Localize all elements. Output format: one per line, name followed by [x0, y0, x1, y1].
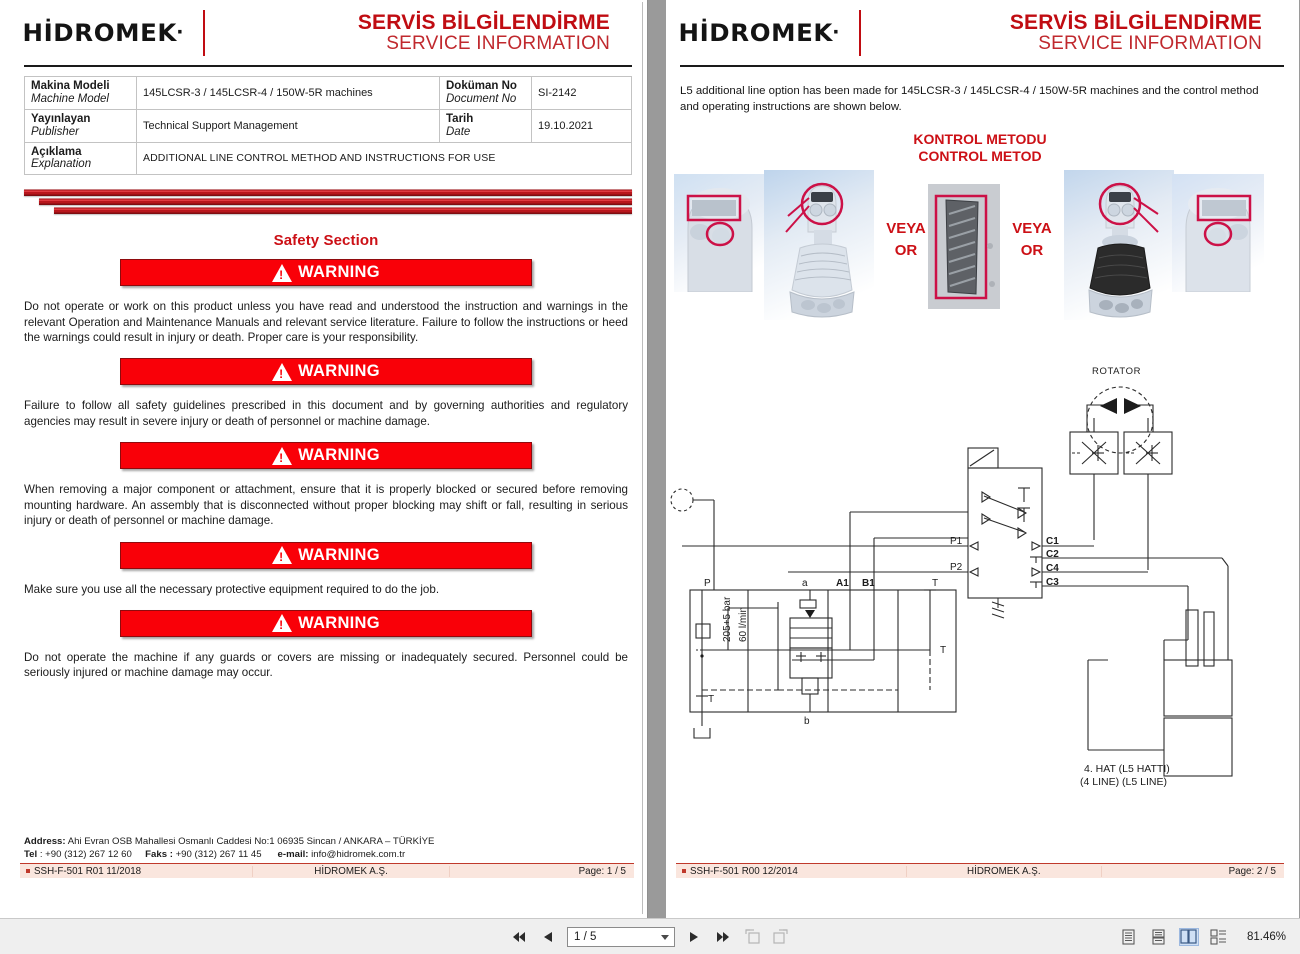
warning-triangle-icon [272, 546, 292, 564]
control-method-title [666, 131, 1294, 163]
chevron-right-icon [689, 931, 699, 943]
warning-banner-label: WARNING [298, 263, 380, 282]
document-no-label-tr: Doküman No [446, 80, 517, 92]
red-bar-2 [39, 198, 632, 205]
or-label-right-en: OR [1020, 242, 1044, 260]
label-p2: P2 [950, 562, 963, 573]
page1-page-label: Page: 1 / 5 [578, 865, 626, 877]
label-c4: C4 [1046, 563, 1059, 574]
label-c2: C2 [1046, 549, 1059, 560]
page-1-sheet [10, 2, 643, 914]
warning-triangle-icon [272, 363, 292, 381]
hidromek-logo-text: HİDROMEK [678, 19, 834, 47]
rotate-left-icon [744, 929, 760, 944]
machine-model-label-tr: Makina Modeli [31, 80, 110, 92]
table-row [25, 109, 632, 142]
machine-model-label [25, 77, 137, 110]
rotate-left-button[interactable] [742, 927, 762, 947]
explanation-label-en: Explanation [31, 158, 92, 171]
rotator-label: ROTATOR [1092, 366, 1142, 377]
control-method-title-en: CONTROL METOD [918, 147, 1042, 164]
date-value: 19.10.2021 [532, 109, 632, 142]
page2-header [666, 2, 1294, 67]
explanation-label-tr: Açıklama [31, 145, 82, 158]
page1-title-en: SERVICE INFORMATION [386, 33, 610, 55]
page2-company: HİDROMEK A.Ş. [907, 866, 1102, 877]
bullet-icon [682, 869, 686, 873]
page2-form-code-cell [676, 866, 907, 877]
page1-address-block [24, 836, 630, 862]
left-knob-detail-image [674, 174, 766, 292]
warning-banner-label: WARNING [298, 446, 380, 465]
label-a1: A1 [836, 578, 849, 589]
or-label-right-tr: VEYA [1012, 219, 1052, 237]
warning-banner-label: WARNING [298, 613, 380, 632]
warning-banner-2 [120, 358, 532, 385]
bullet-icon [26, 869, 30, 873]
warning-triangle-icon [272, 264, 292, 282]
warning-banner-1 [120, 259, 532, 286]
hydraulic-schematic-diagram [668, 360, 1292, 790]
red-divider-bars [24, 189, 632, 214]
toolbar-view-group [1119, 928, 1286, 946]
warning-banner-5 [120, 610, 532, 637]
date-label-tr: Tarih [446, 112, 474, 125]
rotate-right-icon [773, 929, 789, 944]
viewer-toolbar[interactable] [0, 918, 1300, 954]
label-b: b [804, 716, 810, 727]
document-no-label-en: Document No [446, 92, 517, 105]
page-number-value: 1 / 5 [574, 930, 597, 943]
label-pressure-spec: 205+5 bar [722, 596, 733, 642]
safety-section-title: Safety Section [273, 232, 379, 250]
label-p1: P1 [950, 536, 963, 547]
document-info-table [24, 76, 632, 175]
hidromek-logo [24, 2, 205, 64]
machine-model-value: 145LCSR-3 / 145LCSR-4 / 150W-5R machines [137, 77, 440, 110]
logo-dot-icon: · [176, 19, 185, 46]
page2-form-code: SSH-F-501 R00 12/2014 [690, 865, 798, 877]
page1-form-code: SSH-F-501 R01 11/2018 [34, 865, 142, 877]
warning-banner-4 [120, 542, 532, 569]
fax-label: Faks : [145, 849, 173, 861]
table-row [25, 77, 632, 110]
safety-paragraph-3: When removing a major component or attachment, ensure that it is properly blocked or secured before removing mounting hardware. An assembly that is disconnected without proper blocking may shift or fall, resulting in serious injury or death of personnel or machine damage. [24, 483, 628, 528]
control-method-title-tr: KONTROL METODU [913, 131, 1047, 148]
publisher-label [25, 109, 137, 142]
label-t-right: T [940, 645, 947, 656]
warning-banner-3 [120, 442, 532, 469]
label-a: a [802, 578, 808, 589]
warning-triangle-icon [272, 614, 292, 632]
chevron-down-icon[interactable] [661, 935, 669, 940]
right-knob-detail-image [1172, 174, 1264, 292]
joystick-illustration-row [666, 168, 1294, 323]
toolbar-nav-group [0, 927, 1300, 947]
date-label [440, 109, 532, 142]
explanation-value: ADDITIONAL LINE CONTROL METHOD AND INSTRUCTIONS FOR USE [137, 142, 632, 175]
safety-paragraph-5: Do not operate the machine if any guards or covers are missing or inadequately secured. Personnel could be seriously injured or machine damage may occur. [24, 650, 628, 680]
page1-title-tr: SERVİS BİLGİLENDİRME [357, 11, 610, 34]
tel-value: : +90 (312) 267 12 60 [39, 849, 132, 861]
fax-value: +90 (312) 267 11 45 [175, 849, 262, 861]
or-label-right [1000, 218, 1064, 263]
label-line-tr: 4. HAT (L5 HATTI) [1084, 763, 1170, 775]
safety-paragraph-4: Make sure you use all the necessary protective equipment required to do the job. [24, 582, 440, 596]
address-label: Address: [24, 836, 66, 848]
header-rule [680, 65, 1284, 67]
rotate-right-button[interactable] [771, 927, 791, 947]
logo-dot-icon: · [832, 19, 841, 46]
two-page-view-icon [1180, 929, 1197, 945]
continuous-view-button[interactable] [1149, 928, 1169, 946]
page1-header [10, 2, 642, 67]
left-joystick-image [764, 170, 874, 320]
email-value: info@hidromek.com.tr [311, 849, 406, 861]
explanation-label [25, 142, 137, 175]
table-row [25, 142, 632, 175]
last-page-icon [716, 931, 730, 943]
foot-pedal-image [928, 184, 1000, 309]
chevron-left-icon [543, 931, 553, 943]
or-label-left-en: OR [894, 242, 918, 260]
label-c3: C3 [1046, 577, 1059, 588]
page-number-input[interactable] [567, 927, 675, 947]
warning-banner-label: WARNING [298, 362, 380, 381]
warning-banner-label: WARNING [298, 545, 380, 564]
page-2-sheet [666, 2, 1294, 914]
hidromek-logo-text: HİDROMEK [22, 19, 178, 47]
publisher-label-en: Publisher [31, 125, 79, 138]
hidromek-logo [680, 2, 861, 64]
page2-title-tr: SERVİS BİLGİLENDİRME [1009, 11, 1262, 34]
single-page-view-icon [1121, 929, 1136, 945]
last-page-button[interactable] [713, 927, 733, 947]
label-t-top: T [932, 578, 939, 589]
page1-footer-band [20, 863, 634, 878]
continuous-view-icon [1151, 929, 1166, 945]
email-label: e-mail: [277, 849, 309, 861]
zoom-level-label[interactable]: 81.46% [1246, 930, 1286, 943]
page1-form-code-cell [20, 866, 253, 877]
safety-paragraph-2: Failure to follow all safety guidelines prescribed in this document and by governing authorities and regulatory agencies may result in severe injury or death of personnel or machine damage. [24, 399, 628, 428]
date-label-en: Date [446, 125, 471, 138]
two-page-continuous-view-button[interactable] [1209, 928, 1229, 946]
safety-paragraph-1: Do not operate or work on this product unless you have read and understood the instruction and warnings in the relevant Operation and Maintenance Manuals and relevant service literature. Failure to follow the instructions or heed the warnings could result in injury or death. Proper care is your responsibility. [24, 300, 628, 345]
page2-page-label: Page: 2 / 5 [1228, 865, 1276, 877]
page2-footer-band [676, 863, 1284, 878]
machine-model-label-en: Machine Model [31, 92, 109, 105]
red-bar-1 [24, 189, 632, 196]
label-t-left: T [708, 694, 715, 705]
next-page-button[interactable] [684, 927, 704, 947]
label-b1: B1 [862, 578, 875, 589]
two-page-view-button[interactable] [1179, 928, 1199, 946]
right-joystick-image [1064, 170, 1174, 320]
label-p: P [704, 578, 711, 589]
two-page-continuous-view-icon [1210, 929, 1227, 945]
publisher-label-tr: Yayınlayan [31, 112, 91, 125]
page-1-pane[interactable] [0, 0, 648, 918]
tel-label: Tel [24, 849, 38, 861]
publisher-value: Technical Support Management [137, 109, 440, 142]
single-page-view-button[interactable] [1119, 928, 1139, 946]
previous-page-button[interactable] [538, 927, 558, 947]
label-line-en: (4 LINE) (L5 LINE) [1080, 776, 1167, 788]
page-gap [648, 0, 666, 918]
page1-company: HİDROMEK A.Ş. [253, 866, 449, 877]
page2-intro-paragraph: L5 additional line option has been made for 145LCSR-3 / 145LCSR-4 / 150W-5R machines and the control method and operating instructions are shown below. [680, 85, 1259, 114]
warning-triangle-icon [272, 447, 292, 465]
page-2-pane[interactable] [666, 0, 1299, 918]
label-flow-spec: 60 l/min [738, 606, 749, 642]
document-no-value: SI-2142 [532, 77, 632, 110]
document-no-label [440, 77, 532, 110]
label-c1: C1 [1046, 536, 1059, 547]
page2-title-en: SERVICE INFORMATION [1038, 33, 1262, 55]
or-label-left-tr: VEYA [886, 219, 926, 237]
header-rule [24, 65, 632, 67]
first-page-icon [512, 931, 526, 943]
first-page-button[interactable] [509, 927, 529, 947]
address-value: Ahi Evran OSB Mahallesi Osmanlı Caddesi No:1 06935 Sincan / ANKARA – TÜRKİYE [67, 836, 435, 848]
red-bar-3 [54, 207, 632, 214]
